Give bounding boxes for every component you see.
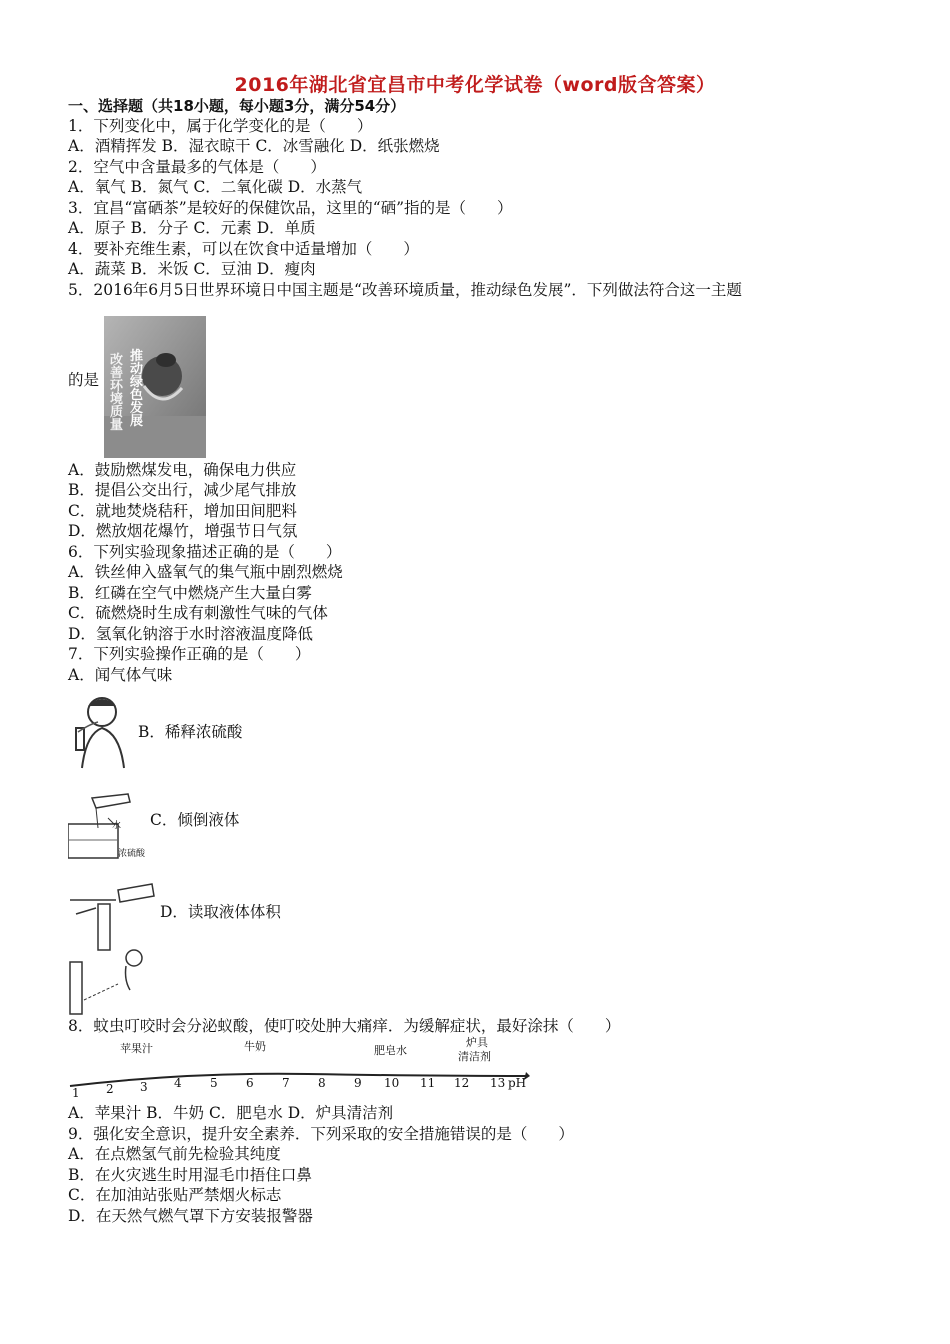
environment-poster-image xyxy=(104,316,206,458)
ph-tick: 2 xyxy=(106,1082,114,1096)
ph-scale-image xyxy=(68,1036,530,1100)
q4-stem: 4．要补充维生素，可以在饮食中适量增加（ ） xyxy=(68,240,419,258)
smell-gas-image xyxy=(68,690,136,770)
q5-option-c: C．就地焚烧秸秆，增加田间肥料 xyxy=(68,502,297,520)
q2-stem: 2．空气中含量最多的气体是（ ） xyxy=(68,158,326,176)
dilute-acid-image xyxy=(68,788,150,860)
ph-tick: 4 xyxy=(174,1076,182,1090)
q3-stem: 3．宜昌“富硒茶”是较好的保健饮品，这里的“硒”指的是（ ） xyxy=(68,199,513,217)
q7-option-a: A．闻气体气味 xyxy=(68,666,173,684)
ph-tick: 8 xyxy=(318,1076,326,1090)
q3-options: A．原子 B．分子 C．元素 D．单质 xyxy=(68,219,316,237)
q5-stem: 5．2016年6月5日世界环境日中国主题是“改善环境质量，推动绿色发展”．下列做法符合这一主题 xyxy=(68,281,742,299)
ph-tick: 1 xyxy=(72,1086,80,1100)
q9-option-c: C．在加油站张贴严禁烟火标志 xyxy=(68,1186,282,1204)
read-volume-image xyxy=(68,944,158,1016)
q6-stem: 6．下列实验现象描述正确的是（ ） xyxy=(68,543,342,561)
q6-option-c: C．硫燃烧时生成有刺激性气味的气体 xyxy=(68,604,328,622)
q6-option-d: D．氢氧化钠溶于水时溶液温度降低 xyxy=(68,625,313,643)
poster-text-primary: 推动绿色发展 xyxy=(130,349,144,429)
ph-label-cleaner: 清洁剂 xyxy=(458,1050,491,1063)
q9-option-a: A．在点燃氢气前先检验其纯度 xyxy=(68,1145,281,1163)
q6-option-b: B．红磷在空气中燃烧产生大量白雾 xyxy=(68,584,312,602)
ph-tick: 10 xyxy=(384,1076,400,1090)
q5-option-b: B．提倡公交出行，减少尾气排放 xyxy=(68,481,297,499)
pour-liquid-image xyxy=(68,878,158,952)
ph-tick: 9 xyxy=(354,1076,362,1090)
ph-label-apple-juice: 苹果汁 xyxy=(120,1042,153,1055)
ph-tick: 13 xyxy=(490,1076,506,1090)
document-title: 2016年湖北省宜昌市中考化学试卷（word版含答案） xyxy=(234,74,716,96)
ph-tick: 6 xyxy=(246,1076,254,1090)
ph-label-milk: 牛奶 xyxy=(244,1040,266,1053)
q4-options: A．蔬菜 B．米饭 C．豆油 D．瘦肉 xyxy=(68,260,316,278)
q8-stem: 8．蚊虫叮咬时会分泌蚁酸，使叮咬处肿大痛痒．为缓解症状，最好涂抹（ ） xyxy=(68,1017,621,1035)
q5-stem-tail: 的是 xyxy=(68,371,100,389)
q1-stem: 1．下列变化中，属于化学变化的是（ ） xyxy=(68,117,373,135)
q7-stem: 7．下列实验操作正确的是（ ） xyxy=(68,645,311,663)
q5-option-d: D．燃放烟花爆竹，增强节日气氛 xyxy=(68,522,298,540)
ph-tick: 5 xyxy=(210,1076,218,1090)
q7-option-b: B．稀释浓硫酸 xyxy=(138,723,243,741)
ph-tick: 7 xyxy=(282,1076,290,1090)
q9-option-b: B．在火灾逃生时用湿毛巾捂住口鼻 xyxy=(68,1166,312,1184)
q7-option-d: D．读取液体体积 xyxy=(160,903,281,921)
q1-options: A．酒精挥发 B．湿衣晾干 C．冰雪融化 D．纸张燃烧 xyxy=(68,137,440,155)
q6-option-a: A．铁丝伸入盛氧气的集气瓶中剧烈燃烧 xyxy=(68,563,343,581)
poster-text-secondary: 改善环境质量 xyxy=(110,353,124,433)
q8-options: A．苹果汁 B．牛奶 C．肥皂水 D．炉具清洁剂 xyxy=(68,1104,394,1122)
acid-label: 浓硫酸 xyxy=(118,849,146,859)
ph-tick: 12 xyxy=(454,1076,470,1090)
water-label: 水 xyxy=(112,821,122,831)
section-heading: 一、选择题（共18小题，每小题3分，满分54分） xyxy=(68,97,406,115)
ph-tick: 11 xyxy=(420,1076,436,1090)
q7-option-c: C．倾倒液体 xyxy=(150,811,240,829)
q5-option-a: A．鼓励燃煤发电，确保电力供应 xyxy=(68,461,297,479)
q2-options: A．氧气 B．氮气 C．二氧化碳 D．水蒸气 xyxy=(68,178,363,196)
q9-option-d: D．在天然气燃气罩下方安装报警器 xyxy=(68,1207,313,1225)
ph-tick: 3 xyxy=(140,1080,148,1094)
q9-stem: 9．强化安全意识，提升安全素养．下列采取的安全措施错误的是（ ） xyxy=(68,1125,574,1143)
ph-label-soap-water: 肥皂水 xyxy=(374,1044,407,1057)
ph-axis-label: pH xyxy=(508,1076,527,1090)
ph-label-stove: 炉具 xyxy=(466,1036,488,1049)
